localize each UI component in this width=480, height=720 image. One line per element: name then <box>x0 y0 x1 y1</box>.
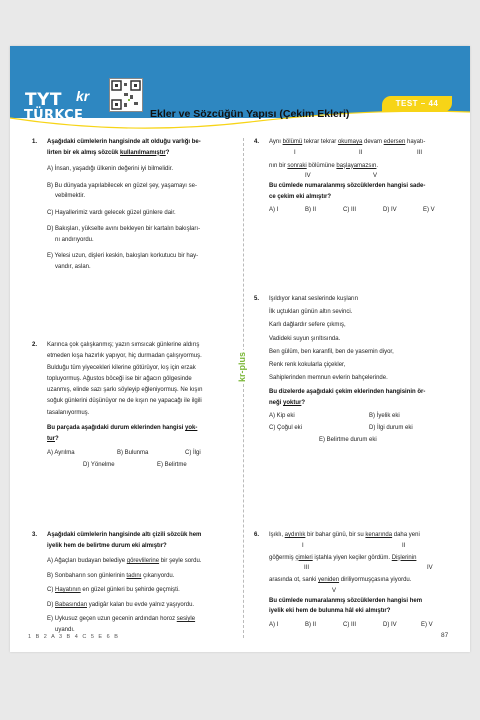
underlined-word: bölümü <box>282 139 303 145</box>
options <box>47 448 233 472</box>
poem-line: Işıldıyor kanat seslerinde kuşların <box>269 296 359 302</box>
roman-numerals <box>269 541 455 551</box>
question-3 <box>32 530 233 635</box>
text: nın bir <box>269 162 288 169</box>
option-b[interactable]: B) II <box>305 207 317 213</box>
question-stem <box>47 530 233 551</box>
option-text: vandır, aslan. <box>55 263 91 270</box>
option-a[interactable]: A) I <box>269 621 279 628</box>
option-d[interactable] <box>47 600 233 611</box>
option-text: bir şeyle sordu. <box>159 558 202 564</box>
roman-numerals <box>269 586 455 596</box>
passage-line: Karınca çok çalışkanmış; yazın sımsıcak günlerine aldırış <box>47 342 200 348</box>
sentence-line <box>269 575 455 586</box>
passage <box>47 340 233 419</box>
question-6 <box>254 530 455 632</box>
question-number: 4. <box>254 139 260 145</box>
underlined-word: aydınlık <box>284 532 306 538</box>
question-number: 5. <box>254 296 260 302</box>
text: arasında ot, sanki <box>269 577 319 583</box>
option-a[interactable]: A) Ayrılma <box>47 450 75 457</box>
stem-underlined: yok- <box>185 425 198 432</box>
question-stem <box>47 137 233 158</box>
option-text: A) Ağaçları budayan belediye <box>47 558 127 564</box>
text: daha yeni <box>392 532 420 538</box>
text: . <box>376 162 379 169</box>
qr-code-icon[interactable] <box>109 78 143 112</box>
option-d[interactable]: D) Yönelme <box>83 462 115 469</box>
text: tekrar tekrar <box>302 139 338 145</box>
question-number: 1. <box>32 139 38 145</box>
stem-line: iyelik eki hem de bulunma hâl eki almıştır? <box>269 608 391 614</box>
options <box>269 410 455 446</box>
passage-line: soğuk günlerini düşünüyor ne de kışın ne yapacağı ile ilgili <box>47 398 202 405</box>
underlined-word: kenarında <box>365 532 393 538</box>
page-title: Ekler ve Sözcüğün Yapısı (Çekim Ekleri) <box>150 108 350 120</box>
stem-line: ce çekim eki almıştır? <box>269 193 332 200</box>
sentence-line <box>269 137 455 148</box>
stem-underlined: yoktur <box>283 399 302 406</box>
roman-numeral: IV <box>427 565 433 571</box>
side-brand-logo: kr-plus <box>237 352 247 383</box>
roman-numeral: V <box>332 587 337 594</box>
option-text: B) Bu dünyada yapılabilecek en güzel şey, yaşamayı se- <box>47 182 197 189</box>
option-underlined: Hayatının <box>55 587 81 593</box>
text: diriliyormuşçasına yiyordu. <box>339 577 412 583</box>
stem-line <box>47 434 233 445</box>
answer-key: 1 B 2 A 3 B 4 C 5 E 6 B <box>28 634 120 640</box>
stem-line <box>269 398 455 409</box>
stem-text: ? <box>165 149 170 156</box>
option-text: nı andırıyordu. <box>55 236 94 243</box>
option-e[interactable] <box>47 251 233 272</box>
option-underlined: Babasından <box>55 601 88 608</box>
stem-line: iyelik hem de belirtme durum eki almıştır? <box>47 542 167 549</box>
roman-numeral: IV <box>305 173 311 179</box>
options <box>269 620 455 632</box>
option-c[interactable]: C) Çoğul eki <box>269 425 303 432</box>
underlined-word: edersen <box>383 139 406 145</box>
options <box>269 205 455 217</box>
option-e[interactable] <box>47 614 233 635</box>
option-b[interactable] <box>47 181 233 202</box>
option-d[interactable] <box>47 224 233 245</box>
option-d[interactable]: D) IV <box>383 621 397 628</box>
option-text: çıkarıyordu. <box>141 572 175 579</box>
option-d[interactable]: D) IV <box>383 207 397 213</box>
roman-numeral: II <box>402 542 406 549</box>
option-c[interactable]: C) İlgi <box>185 450 201 457</box>
passage-line: etmeden kışa hazırlık yapıyor, hiç durmadan çalışıyormuş. <box>47 353 202 360</box>
stem-text: neği <box>269 399 284 406</box>
option-e[interactable]: E) V <box>421 621 433 628</box>
stem-line <box>47 423 233 434</box>
option-e[interactable]: E) V <box>423 207 435 213</box>
option-c[interactable] <box>47 585 233 596</box>
text: hayatı- <box>405 139 426 145</box>
stem-line: Aşağıdaki cümlelerin hangisinde alt olduğu varlığı be- <box>47 139 201 145</box>
passage-line: Bulduğu tüm yiyecekleri kilerine götürüyor, kış için erzak <box>47 364 196 371</box>
text: Aynı <box>269 139 283 145</box>
question-stem <box>269 181 455 202</box>
stem-line: Bu cümlede numaralanmış sözcüklerden hangisi sade- <box>269 183 426 189</box>
poem-line: İlk uçtukları günün altın sevinci. <box>269 309 353 316</box>
text: Işıklı, <box>269 532 285 538</box>
option-a[interactable]: A) Kip eki <box>269 413 295 420</box>
option-b[interactable]: B) İyelik eki <box>369 413 400 420</box>
option-b[interactable] <box>47 571 233 582</box>
option-text: yadigâr kalan bu evde yalnız yaşıyordu. <box>87 601 195 608</box>
underlined-word: Dişlerinin <box>391 554 417 561</box>
question-number: 6. <box>254 532 260 538</box>
option-underlined: görevlilerine <box>126 558 160 564</box>
option-c[interactable]: C) III <box>343 207 356 213</box>
underlined-word: sonraki <box>287 162 307 169</box>
stem-text: ? <box>301 399 306 406</box>
sentence-line <box>269 530 455 541</box>
option-text: D) Bakışları, yükselte avını bekleyen bir kartalın bakışları- <box>47 226 201 232</box>
option-text: B) Sonbaharın son günlerinin <box>47 572 127 579</box>
underlined-word: yeniden <box>318 577 340 583</box>
question-5 <box>254 293 455 446</box>
option-underlined: tadını <box>126 572 142 579</box>
option-c[interactable]: C) III <box>343 621 356 628</box>
roman-numeral: I <box>294 149 296 156</box>
option-b[interactable]: B) Bulunma <box>117 450 149 457</box>
poem-line: Ben gülüm, ben karanfil, ben de yasemin diyor, <box>269 348 394 355</box>
logo-turkce: TÜRKÇE <box>24 108 84 123</box>
roman-numeral: I <box>302 542 304 549</box>
question-stem <box>269 387 455 408</box>
option-text: uyandı. <box>55 626 75 633</box>
text: göğermiş <box>269 554 296 561</box>
poem-line: Sahiplerinden memnun evlerin bahçelerinde. <box>269 375 388 382</box>
option-e[interactable]: E) Belirtme <box>157 462 187 469</box>
option-text: D) <box>47 601 55 608</box>
option-text: C) <box>47 587 55 593</box>
stem-underlined: tur <box>47 435 55 442</box>
stem-line: Aşağıdaki cümlelerin hangisinde altı çizili sözcük hem <box>47 532 202 538</box>
question-stem <box>269 596 455 617</box>
sentence-line <box>269 161 455 172</box>
option-underlined: sesiyle <box>176 616 196 622</box>
question-1 <box>32 137 233 272</box>
page <box>10 46 470 652</box>
passage-line: tasalanıyormuş. <box>47 409 90 416</box>
question-stem <box>47 423 233 444</box>
option-text: en güzel günleri bu şehirde geçmişti. <box>80 587 180 593</box>
option-text: E) Uykusuz geçen uzun gecenin ardından horoz <box>47 616 177 622</box>
roman-numerals <box>269 563 455 573</box>
text: devam <box>362 139 384 145</box>
stem-line: Bu dizelerde aşağıdaki çekim eklerinden hangisinin ör- <box>269 389 426 396</box>
option-a[interactable]: A) I <box>269 207 279 213</box>
stem-text: lirten bir ek almış sözcük <box>47 149 121 156</box>
question-number: 2. <box>32 342 38 348</box>
stem-text: Bu parçada aşağıdaki durum eklerinden hangisi <box>47 425 186 432</box>
stem-line: Bu cümlede numaralanmış sözcüklerden hangisi hem <box>269 597 423 604</box>
poem-line: Renk renk kokularla çiçekler, <box>269 362 346 369</box>
roman-numeral: V <box>373 173 378 179</box>
roman-numerals <box>269 148 455 158</box>
poem-line: Vadideki suyun şırıltısında. <box>269 335 341 342</box>
stem-underlined: kullanılmamıştır <box>120 149 166 156</box>
option-b[interactable]: B) II <box>305 621 317 628</box>
option-text: E) Yelesi uzun, dişleri keskin, bakışları korkutucu bir hay- <box>47 253 199 259</box>
option-a[interactable] <box>47 556 233 567</box>
test-badge: TEST – 44 <box>382 96 452 112</box>
underlined-word: başlayamazsın <box>336 162 377 169</box>
question-4 <box>254 137 455 217</box>
underlined-word: çimleri <box>295 554 313 561</box>
question-2 <box>32 340 233 472</box>
question-number: 3. <box>32 532 38 538</box>
underlined-word: okumaya <box>337 139 363 145</box>
option-c[interactable]: C) Hayallerimiz vardı gelecek güzel günlere dair. <box>47 209 176 216</box>
passage-line: uzanmış, elinde sazı şarkı söyleyip eğleniyormuş. Ne kışın <box>47 387 203 394</box>
roman-numeral: II <box>359 149 363 156</box>
roman-numerals <box>269 171 455 181</box>
option-text: vebilmektir. <box>55 193 86 199</box>
passage-line: topluyormuş. Ağustos böceği ise bir ağacın gölgesinde <box>47 375 192 382</box>
option-d[interactable]: D) İlgi durum eki <box>369 425 413 432</box>
poem-line: Karlı dağlardır sefere çıkmış, <box>269 322 346 329</box>
roman-numeral: III <box>304 565 310 571</box>
roman-numeral: III <box>417 149 423 156</box>
text: iştahla yiyen keçiler gördüm. <box>312 554 392 561</box>
stem-line <box>47 148 233 159</box>
option-e[interactable]: E) Belirtme durum eki <box>319 437 377 444</box>
option-a[interactable]: A) İnsan, yaşadığı ülkenin değerini iyi bilmelidir. <box>47 166 174 172</box>
stem-text: ? <box>55 435 59 442</box>
logo-kr: kr <box>76 88 90 104</box>
text: bölümüne <box>306 162 337 169</box>
sentence-line <box>269 553 455 564</box>
text: bir bahar günü, bir su <box>305 532 366 538</box>
logo-tyt: TYT <box>25 90 63 110</box>
column-divider <box>243 138 244 638</box>
page-number: 87 <box>441 632 449 639</box>
